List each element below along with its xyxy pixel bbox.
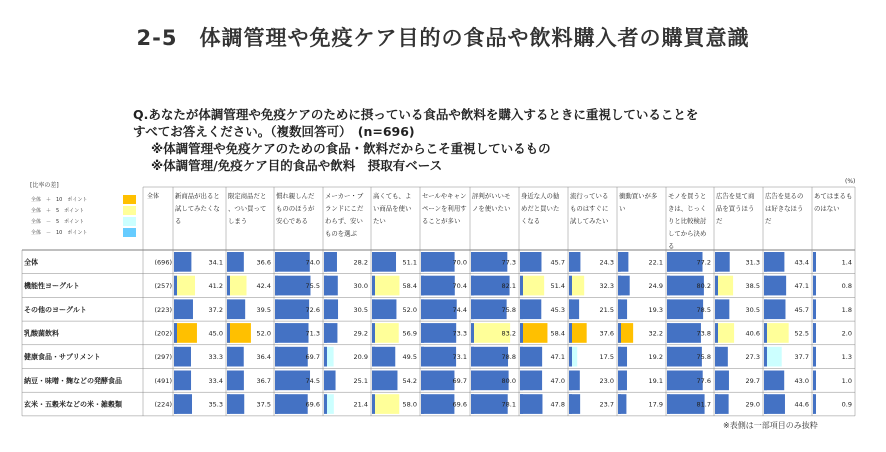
cell-value: 75.8 [501, 305, 516, 314]
cell-bar-tick [520, 394, 523, 414]
cell-bar-tick [618, 347, 621, 367]
cell-value: 58.0 [402, 400, 417, 409]
cell-bar [372, 299, 396, 319]
cell-bar [764, 276, 786, 296]
cell-bar [421, 252, 455, 272]
cell-bar-tick [421, 299, 424, 319]
cell-value: 69.7 [305, 353, 320, 362]
column-header: 高くても、よい商品を使いたい [373, 192, 412, 225]
cell-value: 73.3 [452, 329, 467, 338]
cell-bar [275, 299, 309, 319]
column-header: あてはまるものはない [814, 192, 853, 213]
cell-value: 21.4 [353, 400, 368, 409]
cell-value: 32.2 [648, 329, 663, 338]
cell-value: 75.5 [305, 282, 320, 291]
cell-bar-tick [324, 276, 327, 296]
cell-value: 2.0 [841, 329, 852, 338]
cell-value: 23.0 [599, 376, 614, 385]
cell-bar-tick [227, 347, 230, 367]
cell-bar-tick [667, 276, 670, 296]
cell-value: 77.2 [696, 258, 711, 267]
cell-bar-tick [275, 299, 278, 319]
cell-bar-tick [174, 276, 177, 296]
cell-value: 31.3 [745, 258, 760, 267]
cell-bar [421, 347, 456, 367]
cell-bar-tick [520, 323, 523, 343]
cell-value: 72.6 [305, 305, 320, 314]
cell-bar-tick [275, 323, 278, 343]
cell-bar-tick [569, 347, 572, 367]
cell-bar-tick [174, 299, 177, 319]
cell-bar-tick [520, 371, 523, 391]
cell-bar-tick [372, 276, 375, 296]
cell-bar-tick [764, 252, 767, 272]
cell-value: 21.5 [599, 305, 614, 314]
cell-bar-tick [667, 252, 670, 272]
cell-value: 80.2 [696, 282, 711, 291]
row-label: 玄米・五穀米などの米・雑穀類 [24, 400, 122, 409]
cell-bar [520, 299, 541, 319]
unit-label: (%) [845, 178, 856, 185]
cell-bar-tick [667, 323, 670, 343]
cell-value: 77.3 [501, 258, 516, 267]
cell-bar-tick [569, 252, 572, 272]
row-label: その他のヨーグルト [24, 305, 87, 314]
cell-bar-tick [372, 252, 375, 272]
cell-value: 43.4 [794, 258, 809, 267]
cell-bar-tick [715, 323, 718, 343]
cell-value: 37.6 [599, 329, 614, 338]
cell-bar-tick [372, 394, 375, 414]
cell-value: 73.8 [696, 329, 711, 338]
column-header: 流行っているものはすぐに試してみたい [570, 192, 609, 225]
cell-value: 20.9 [353, 353, 368, 362]
cell-value: 38.5 [745, 282, 760, 291]
cell-highlight-bar [174, 276, 195, 296]
cell-bar-tick [569, 276, 572, 296]
cell-bar-tick [667, 299, 670, 319]
column-header: 広告を見るのは好きなほうだ [765, 192, 804, 225]
cell-bar [275, 394, 308, 414]
row-n: (257) [154, 282, 172, 291]
row-n: (223) [154, 305, 172, 314]
cell-bar [275, 347, 308, 367]
cell-bar-tick [764, 371, 767, 391]
cell-bar-tick [324, 299, 327, 319]
cell-bar-tick [569, 394, 572, 414]
cell-value: 52.5 [794, 329, 809, 338]
cell-value: 69.6 [305, 400, 320, 409]
cell-bar-tick [813, 394, 816, 414]
cell-bar [520, 371, 542, 391]
cell-value: 25.1 [353, 376, 368, 385]
cell-bar-tick [174, 252, 177, 272]
cell-value: 69.7 [452, 376, 467, 385]
cell-bar [520, 347, 542, 367]
cell-bar-tick [421, 371, 424, 391]
cell-value: 78.5 [696, 305, 711, 314]
cell-value: 36.7 [256, 376, 271, 385]
cell-bar-tick [813, 323, 816, 343]
question-line-2: すべてお答えください。（複数回答可） (n=696) [133, 124, 415, 139]
column-header: モノを買うときは、じっくりと比較検討してから決める [668, 192, 707, 250]
cell-value: 42.4 [256, 282, 271, 291]
cell-bar-tick [275, 347, 278, 367]
cell-value: 75.8 [696, 353, 711, 362]
cell-value: 1.4 [841, 258, 852, 267]
cell-bar-tick [520, 276, 523, 296]
column-header: 限定商品だと、つい買ってしまう [228, 192, 267, 225]
legend-label: 全体 － 10 ポイント [31, 230, 88, 236]
cell-value: 47.1 [794, 282, 809, 291]
cell-bar-tick [227, 323, 230, 343]
cell-value: 51.1 [402, 258, 417, 267]
cell-value: 80.0 [501, 376, 516, 385]
cell-bar-tick [471, 371, 474, 391]
row-label: 納豆・味噌・麹などの発酵食品 [24, 376, 122, 385]
cell-value: 70.4 [452, 282, 467, 291]
cell-value: 0.8 [841, 282, 852, 291]
page-title: 2-5 体調管理や免疫ケア目的の食品や飲料購入者の購買意識 [136, 26, 750, 50]
cell-highlight-bar [372, 394, 399, 414]
cell-value: 51.4 [550, 282, 565, 291]
cell-bar-tick [421, 394, 424, 414]
cell-bar-tick [715, 347, 718, 367]
cell-bar-tick [372, 371, 375, 391]
cell-value: 47.1 [550, 353, 565, 362]
column-header: 新商品が出ると試してみたくなる [175, 192, 220, 225]
cell-bar-tick [275, 394, 278, 414]
cell-value: 30.5 [745, 305, 760, 314]
cell-value: 35.3 [208, 400, 223, 409]
cell-bar-tick [569, 299, 572, 319]
cell-bar [421, 323, 456, 343]
cell-value: 45.0 [208, 329, 223, 338]
cell-bar [372, 347, 395, 367]
cell-value: 32.3 [599, 282, 614, 291]
cell-bar-tick [275, 276, 278, 296]
cell-value: 24.9 [648, 282, 663, 291]
row-n: (491) [154, 376, 172, 385]
cell-bar-tick [324, 252, 327, 272]
cell-bar-tick [471, 347, 474, 367]
cell-bar [421, 394, 454, 414]
cell-bar-tick [715, 371, 718, 391]
cell-bar-tick [174, 371, 177, 391]
cell-bar-tick [813, 347, 816, 367]
cell-value: 30.0 [353, 282, 368, 291]
cell-bar-tick [520, 252, 523, 272]
cell-value: 22.1 [648, 258, 663, 267]
cell-bar-tick [174, 394, 177, 414]
cell-bar [372, 252, 396, 272]
legend-label: 全体 ＋ 5 ポイント [31, 208, 85, 214]
cell-bar-tick [764, 276, 767, 296]
cell-bar-tick [421, 347, 424, 367]
row-label: 健康食品・サプリメント [24, 353, 101, 362]
cell-bar-tick [618, 323, 621, 343]
cell-value: 29.7 [745, 376, 760, 385]
cell-bar-tick [520, 347, 523, 367]
cell-value: 52.0 [256, 329, 271, 338]
cell-value: 54.2 [402, 376, 417, 385]
cell-bar-tick [324, 347, 327, 367]
cell-bar-tick [471, 394, 474, 414]
cell-value: 19.1 [648, 376, 663, 385]
cell-value: 29.2 [353, 329, 368, 338]
cell-value: 27.3 [745, 353, 760, 362]
question-line-1: Q.あなたが体調管理や免疫ケアのために摂っている食品や飲料を購入するときに重視していることを [133, 107, 699, 122]
cell-bar-tick [174, 323, 177, 343]
cell-value: 33.3 [208, 353, 223, 362]
cell-bar-tick [471, 276, 474, 296]
cell-value: 49.5 [402, 353, 417, 362]
cell-value: 34.1 [208, 258, 223, 267]
cell-bar-tick [764, 394, 767, 414]
cell-bar [421, 299, 457, 319]
cell-bar-tick [667, 394, 670, 414]
cell-value: 44.6 [794, 400, 809, 409]
row-n: (202) [154, 329, 172, 338]
cell-bar-tick [227, 299, 230, 319]
cell-bar-tick [813, 252, 816, 272]
cell-value: 83.2 [501, 329, 516, 338]
cell-bar-tick [471, 252, 474, 272]
cell-bar [764, 371, 784, 391]
column-header: 広告を見て商品を買うほうだ [716, 192, 755, 225]
cell-bar-tick [764, 347, 767, 367]
cell-bar-tick [715, 252, 718, 272]
cell-bar-tick [471, 299, 474, 319]
cell-bar [372, 371, 397, 391]
cell-bar-tick [618, 252, 621, 272]
legend-label: 全体 － 5 ポイント [31, 219, 85, 225]
cell-bar-tick [275, 371, 278, 391]
cell-bar-tick [421, 252, 424, 272]
question-note-1: ※体調管理や免疫ケアのための食品・飲料だからこそ重視しているもの [151, 141, 551, 156]
cell-value: 37.5 [256, 400, 271, 409]
cell-value: 28.2 [353, 258, 368, 267]
cell-bar-tick [421, 323, 424, 343]
row-n: (696) [154, 258, 172, 267]
cell-highlight-bar [764, 323, 789, 343]
cell-value: 45.7 [794, 305, 809, 314]
cell-bar-tick [813, 299, 816, 319]
cell-value: 17.5 [599, 353, 614, 362]
cell-bar-tick [813, 276, 816, 296]
cell-bar-tick [569, 371, 572, 391]
column-header: 評判がいいモノを使いたい [472, 192, 511, 213]
cell-bar-tick [372, 323, 375, 343]
cell-value: 58.4 [402, 282, 417, 291]
cell-value: 69.6 [452, 400, 467, 409]
cell-bar [520, 394, 542, 414]
cell-bar-tick [667, 347, 670, 367]
cell-value: 37.2 [208, 305, 223, 314]
cell-bar-tick [715, 276, 718, 296]
legend-title: [比率の差] [30, 182, 59, 189]
cell-value: 29.0 [745, 400, 760, 409]
cell-value: 77.6 [696, 376, 711, 385]
cell-value: 24.3 [599, 258, 614, 267]
cell-value: 19.2 [648, 353, 663, 362]
cell-value: 30.5 [353, 305, 368, 314]
cell-bar-tick [764, 299, 767, 319]
column-header: 身近な人の勧めだと買いたくなる [521, 192, 560, 225]
cell-bar-tick [324, 323, 327, 343]
column-header: セールやキャンペーンを利用することが多い [422, 192, 467, 225]
row-n: (224) [154, 400, 172, 409]
cell-bar [764, 394, 785, 414]
cell-value: 74.0 [305, 258, 320, 267]
cell-bar [421, 276, 455, 296]
cell-bar-tick [227, 276, 230, 296]
cell-value: 78.1 [501, 400, 516, 409]
cell-bar-tick [569, 323, 572, 343]
cell-value: 19.3 [648, 305, 663, 314]
cell-bar [520, 252, 541, 272]
cell-highlight-bar [520, 276, 544, 296]
legend-label: 全体 ＋ 10 ポイント [31, 197, 88, 203]
cell-value: 71.3 [305, 329, 320, 338]
cell-bar-tick [174, 347, 177, 367]
column-header: 衝動買いが多い [619, 192, 658, 213]
cell-highlight-bar [174, 323, 197, 343]
cell-bar-tick [227, 394, 230, 414]
cell-value: 0.9 [841, 400, 852, 409]
cell-highlight-bar [227, 323, 251, 343]
column-header: メーカー・ブランドにこだわらず、安いものを選ぶ [325, 192, 364, 238]
cell-highlight-bar [372, 323, 399, 343]
cell-bar-tick [421, 276, 424, 296]
cell-value: 39.5 [256, 305, 271, 314]
cell-bar-tick [372, 347, 375, 367]
cell-bar [275, 323, 309, 343]
cell-bar-tick [227, 252, 230, 272]
cell-bar-tick [618, 394, 621, 414]
cell-value: 45.3 [550, 305, 565, 314]
cell-highlight-bar [372, 276, 399, 296]
cell-value: 82.1 [501, 282, 516, 291]
cell-value: 74.5 [305, 376, 320, 385]
cell-bar-tick [227, 371, 230, 391]
cell-value: 37.7 [794, 353, 809, 362]
cell-bar [764, 299, 785, 319]
cell-value: 1.3 [841, 353, 852, 362]
cell-bar-tick [715, 299, 718, 319]
cell-bar-tick [667, 371, 670, 391]
cell-bar-tick [618, 371, 621, 391]
cell-bar-tick [324, 394, 327, 414]
cell-bar [421, 371, 454, 391]
cell-value: 56.9 [402, 329, 417, 338]
cell-bar-tick [324, 371, 327, 391]
cell-highlight-bar [520, 323, 547, 343]
cell-value: 58.4 [550, 329, 565, 338]
cell-value: 17.9 [648, 400, 663, 409]
cell-bar-tick [618, 299, 621, 319]
cell-value: 41.2 [208, 282, 223, 291]
cell-value: 81.7 [696, 400, 711, 409]
row-n: (297) [154, 353, 172, 362]
cell-value: 36.6 [256, 258, 271, 267]
cell-value: 74.4 [452, 305, 467, 314]
cell-value: 1.0 [841, 376, 852, 385]
cell-value: 1.8 [841, 305, 852, 314]
cell-value: 78.8 [501, 353, 516, 362]
row-label: 乳酸菌飲料 [24, 329, 59, 338]
cell-value: 52.0 [402, 305, 417, 314]
cell-bar-tick [372, 299, 375, 319]
cell-value: 73.1 [452, 353, 467, 362]
cell-bar [764, 252, 784, 272]
cell-bar-tick [520, 299, 523, 319]
cell-value: 43.0 [794, 376, 809, 385]
cell-value: 36.4 [256, 353, 271, 362]
cell-bar-tick [715, 394, 718, 414]
row-label: 全体 [24, 258, 38, 267]
cell-value: 40.6 [745, 329, 760, 338]
cell-value: 47.8 [550, 400, 565, 409]
footnote: ※表側は一部項目のみ抜粋 [723, 421, 818, 430]
question-note-2: ※体調管理/免疫ケア目的食品や飲料 摂取有ベース [151, 158, 443, 173]
cell-value: 45.7 [550, 258, 565, 267]
cell-value: 70.0 [452, 258, 467, 267]
corner-label: 全体 [147, 193, 160, 200]
cell-bar-tick [764, 323, 767, 343]
cell-bar-tick [471, 323, 474, 343]
column-header: 慣れ親しんだもののほうが安心である [276, 192, 315, 225]
cell-value: 47.0 [550, 376, 565, 385]
cell-value: 23.7 [599, 400, 614, 409]
cell-bar-tick [618, 276, 621, 296]
cell-bar-tick [813, 371, 816, 391]
cell-value: 33.4 [208, 376, 223, 385]
cell-bar-tick [275, 252, 278, 272]
row-label: 機能性ヨーグルト [24, 282, 80, 291]
